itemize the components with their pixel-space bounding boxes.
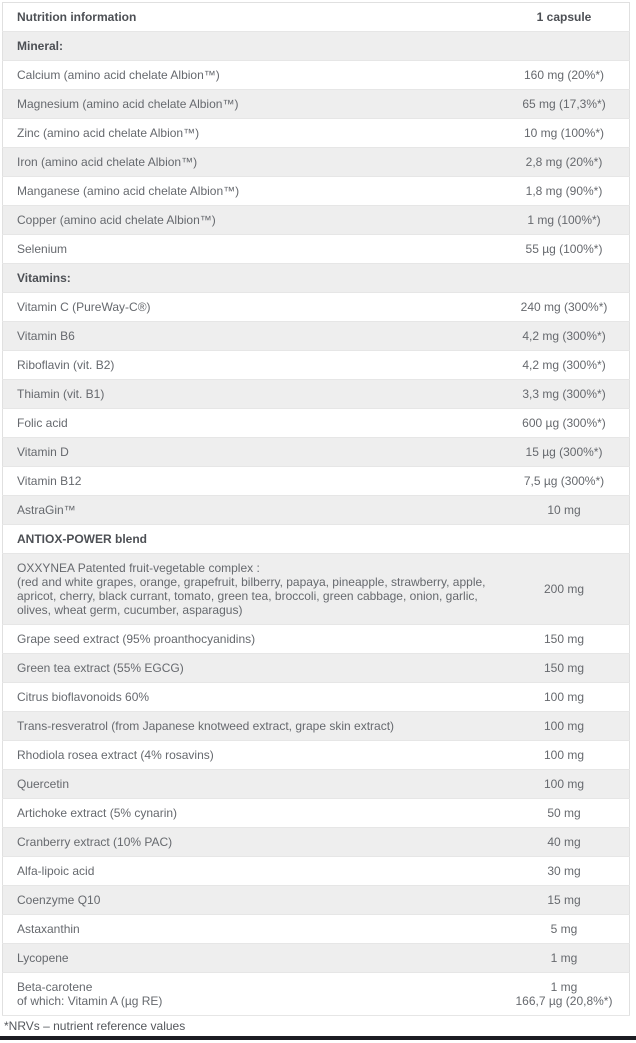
nutrient-name xyxy=(3,944,500,973)
nutrient-name xyxy=(3,654,500,683)
nutrient-name-text: Manganese (amino acid chelate Albion™) xyxy=(17,184,240,198)
nutrient-name xyxy=(3,886,500,915)
nutrient-amount xyxy=(499,438,630,467)
nutrient-row xyxy=(3,90,630,119)
nutrient-amount xyxy=(499,177,630,206)
nutrient-amount xyxy=(499,741,630,770)
amount-text: 65 mg (17,3%*) xyxy=(522,97,606,111)
nutrient-name xyxy=(3,61,500,90)
amount-text: 10 mg xyxy=(547,503,581,517)
nutrient-row xyxy=(3,235,630,264)
amount-text: 10 mg (100%*) xyxy=(523,126,605,140)
nutrient-amount xyxy=(499,683,630,712)
nutrient-row xyxy=(3,119,630,148)
nutrient-name-text: Folic acid xyxy=(17,416,68,430)
nutrient-amount xyxy=(499,264,630,293)
nutrient-row xyxy=(3,712,630,741)
amount-text: 3,3 mg (300%*) xyxy=(522,387,606,401)
nutrient-row xyxy=(3,61,630,90)
nutrient-name xyxy=(3,683,500,712)
nutrient-name-text: Copper (amino acid chelate Albion™) xyxy=(17,213,216,227)
nutrient-row xyxy=(3,467,630,496)
nutrient-amount xyxy=(499,496,630,525)
amount-text: 150 mg xyxy=(543,632,585,646)
amount-text: 150 mg xyxy=(543,661,585,675)
nutrient-name-text: Selenium xyxy=(17,242,68,256)
nutrient-name xyxy=(3,90,500,119)
nutrient-name-text: Beta-carotene xyxy=(17,980,93,994)
nutrient-row xyxy=(3,206,630,235)
section-row xyxy=(3,264,630,293)
nutrient-name xyxy=(3,741,500,770)
nutrient-name xyxy=(3,554,500,625)
nutrient-row xyxy=(3,886,630,915)
nutrient-name xyxy=(3,770,500,799)
nutrient-name-text: Artichoke extract (5% cynarin) xyxy=(17,806,178,820)
nutrient-name-text: Iron (amino acid chelate Albion™) xyxy=(17,155,198,169)
amount-text: 100 mg xyxy=(543,690,585,704)
nutrient-row xyxy=(3,177,630,206)
nutrient-amount xyxy=(499,90,630,119)
nutrient-row xyxy=(3,322,630,351)
nutrient-amount xyxy=(499,148,630,177)
nutrient-name-text: Coenzyme Q10 xyxy=(17,893,101,907)
nutrient-amount xyxy=(499,944,630,973)
section-label: ANTIOX-POWER blend xyxy=(3,525,500,554)
table-header-label: Nutrition information xyxy=(3,3,500,32)
nutrition-table xyxy=(2,2,630,1016)
amount-text: 200 mg xyxy=(543,582,585,596)
nutrient-name xyxy=(3,409,500,438)
amount-text: 4,2 mg (300%*) xyxy=(522,329,606,343)
nutrient-name xyxy=(3,148,500,177)
amount-text: 15 µg (300%*) xyxy=(525,445,603,459)
nutrient-amount xyxy=(499,554,630,625)
nutrient-amount xyxy=(499,235,630,264)
nutrient-amount xyxy=(499,886,630,915)
nrv-footnote: *NRVs – nutrient reference values xyxy=(4,1019,186,1033)
nutrient-name-text: Magnesium (amino acid chelate Albion™) xyxy=(17,97,239,111)
nutrient-amount xyxy=(499,915,630,944)
nutrient-amount xyxy=(499,293,630,322)
nutrient-amount xyxy=(499,380,630,409)
nutrient-name xyxy=(3,973,500,1016)
amount-text: 100 mg xyxy=(543,719,585,733)
nutrient-name xyxy=(3,625,500,654)
section-row xyxy=(3,525,630,554)
amount-text: 1 mg (100%*) xyxy=(527,213,601,227)
amount-text: 240 mg (300%*) xyxy=(520,300,608,314)
nutrient-name xyxy=(3,467,500,496)
nutrient-amount xyxy=(499,770,630,799)
nutrient-row xyxy=(3,828,630,857)
nutrient-name-text: Calcium (amino acid chelate Albion™) xyxy=(17,68,220,82)
amount-text: 600 µg (300%*) xyxy=(522,416,606,430)
nutrient-name xyxy=(3,438,500,467)
nutrient-row xyxy=(3,293,630,322)
nutrient-name xyxy=(3,857,500,886)
nutrient-name xyxy=(3,206,500,235)
nutrient-row xyxy=(3,148,630,177)
nutrient-name-text: Vitamin C (PureWay-C®) xyxy=(17,300,151,314)
section-label: Vitamins: xyxy=(3,264,500,293)
nutrient-row xyxy=(3,380,630,409)
nutrient-amount xyxy=(499,206,630,235)
nutrient-name-text: Vitamin B6 xyxy=(17,329,75,343)
nutrient-name xyxy=(3,380,500,409)
nutrient-name-text: Trans-resveratrol (from Japanese knotweed extract, grape skin extract) xyxy=(17,719,395,733)
nutrient-row xyxy=(3,683,630,712)
nutrient-name-text: Thiamin (vit. B1) xyxy=(17,387,105,401)
amount-text: 100 mg xyxy=(543,748,585,762)
nutrient-amount xyxy=(499,973,630,1016)
nutrient-name-text: Green tea extract (55% EGCG) xyxy=(17,661,184,675)
nutrient-row xyxy=(3,915,630,944)
nutrient-name-text: Zinc (amino acid chelate Albion™) xyxy=(17,126,200,140)
nutrient-name xyxy=(3,322,500,351)
nutrient-name-text: Alfa-lipoic acid xyxy=(17,864,95,878)
nutrient-name xyxy=(3,915,500,944)
amount-text: 50 mg xyxy=(547,806,581,820)
nutrient-row xyxy=(3,438,630,467)
section-row xyxy=(3,32,630,61)
amount-text: 1,8 mg (90%*) xyxy=(525,184,603,198)
nutrient-amount xyxy=(499,654,630,683)
nutrient-name-text: Lycopene xyxy=(17,951,69,965)
nutrient-row xyxy=(3,496,630,525)
nutrient-row xyxy=(3,857,630,886)
nutrient-name xyxy=(3,712,500,741)
nutrient-name-text: Citrus bioflavonoids 60% xyxy=(17,690,150,704)
nutrient-row xyxy=(3,625,630,654)
nutrient-row xyxy=(3,944,630,973)
nutrient-name-text: Astaxanthin xyxy=(17,922,80,936)
amount-text: 100 mg xyxy=(543,777,585,791)
nutrient-amount xyxy=(499,625,630,654)
nutrient-name-text: Quercetin xyxy=(17,777,70,791)
nutrient-row xyxy=(3,654,630,683)
nutrient-name-text: Vitamin D xyxy=(17,445,69,459)
amount-text: 55 µg (100%*) xyxy=(525,242,603,256)
nutrient-row xyxy=(3,741,630,770)
nutrient-name xyxy=(3,235,500,264)
amount-subtext: 166,7 µg (20,8%*) xyxy=(515,994,613,1008)
nutrient-amount xyxy=(499,525,630,554)
nutrient-amount xyxy=(499,61,630,90)
nutrient-name-text: Vitamin B12 xyxy=(17,474,82,488)
table-header-serving: 1 capsule xyxy=(499,3,630,32)
nutrient-row xyxy=(3,351,630,380)
nutrient-name-text: Riboflavin (vit. B2) xyxy=(17,358,115,372)
amount-text: 15 mg xyxy=(547,893,581,907)
nutrient-amount xyxy=(499,351,630,380)
nutrient-name xyxy=(3,177,500,206)
nutrient-row xyxy=(3,770,630,799)
nutrient-name xyxy=(3,351,500,380)
amount-text: 160 mg (20%*) xyxy=(523,68,605,82)
amount-text: 5 mg xyxy=(550,922,578,936)
nutrient-amount xyxy=(499,409,630,438)
nutrient-row xyxy=(3,554,630,625)
nutrient-amount xyxy=(499,712,630,741)
nutrient-name-subtext: of which: Vitamin A (µg RE) xyxy=(17,994,163,1008)
nutrient-amount xyxy=(499,32,630,61)
section-label: Mineral: xyxy=(3,32,500,61)
amount-text: 1 mg xyxy=(550,980,578,994)
nutrient-name xyxy=(3,119,500,148)
nutrient-name xyxy=(3,799,500,828)
amount-text: 1 mg xyxy=(550,951,578,965)
nutrient-amount xyxy=(499,467,630,496)
nutrient-name-text: Rhodiola rosea extract (4% rosavins) xyxy=(17,748,214,762)
nutrient-row xyxy=(3,973,630,1016)
nutrient-amount xyxy=(499,857,630,886)
nutrient-row xyxy=(3,799,630,828)
nutrient-amount xyxy=(499,828,630,857)
nutrient-amount xyxy=(499,119,630,148)
nutrient-name-text: AstraGin™ xyxy=(17,503,76,517)
amount-text: 4,2 mg (300%*) xyxy=(522,358,606,372)
amount-text: 30 mg xyxy=(547,864,581,878)
nutrient-name-text: Grape seed extract (95% proanthocyanidins) xyxy=(17,632,256,646)
nutrient-amount xyxy=(499,322,630,351)
nutrient-name xyxy=(3,496,500,525)
amount-text: 2,8 mg (20%*) xyxy=(525,155,603,169)
nutrient-name-text: OXXYNEA Patented fruit-vegetable complex : xyxy=(17,561,260,575)
amount-text: 7,5 µg (300%*) xyxy=(523,474,605,488)
nutrition-rows xyxy=(3,32,630,1016)
nutrient-name xyxy=(3,828,500,857)
nutrient-name-subtext: (red and white grapes, orange, grapefruit, bilberry, papaya, pineapple, strawberry, apple, apricot, cherry, black currant, tomato, green tea, broccoli, green cabbage, onion, garlic, olives, wheat germ, cucumber, asparagus) xyxy=(17,575,486,617)
nutrient-amount xyxy=(499,799,630,828)
nutrient-row xyxy=(3,409,630,438)
amount-text: 40 mg xyxy=(547,835,581,849)
nutrient-name-text: Cranberry extract (10% PAC) xyxy=(17,835,173,849)
nutrient-name xyxy=(3,293,500,322)
table-header-row xyxy=(3,3,630,32)
